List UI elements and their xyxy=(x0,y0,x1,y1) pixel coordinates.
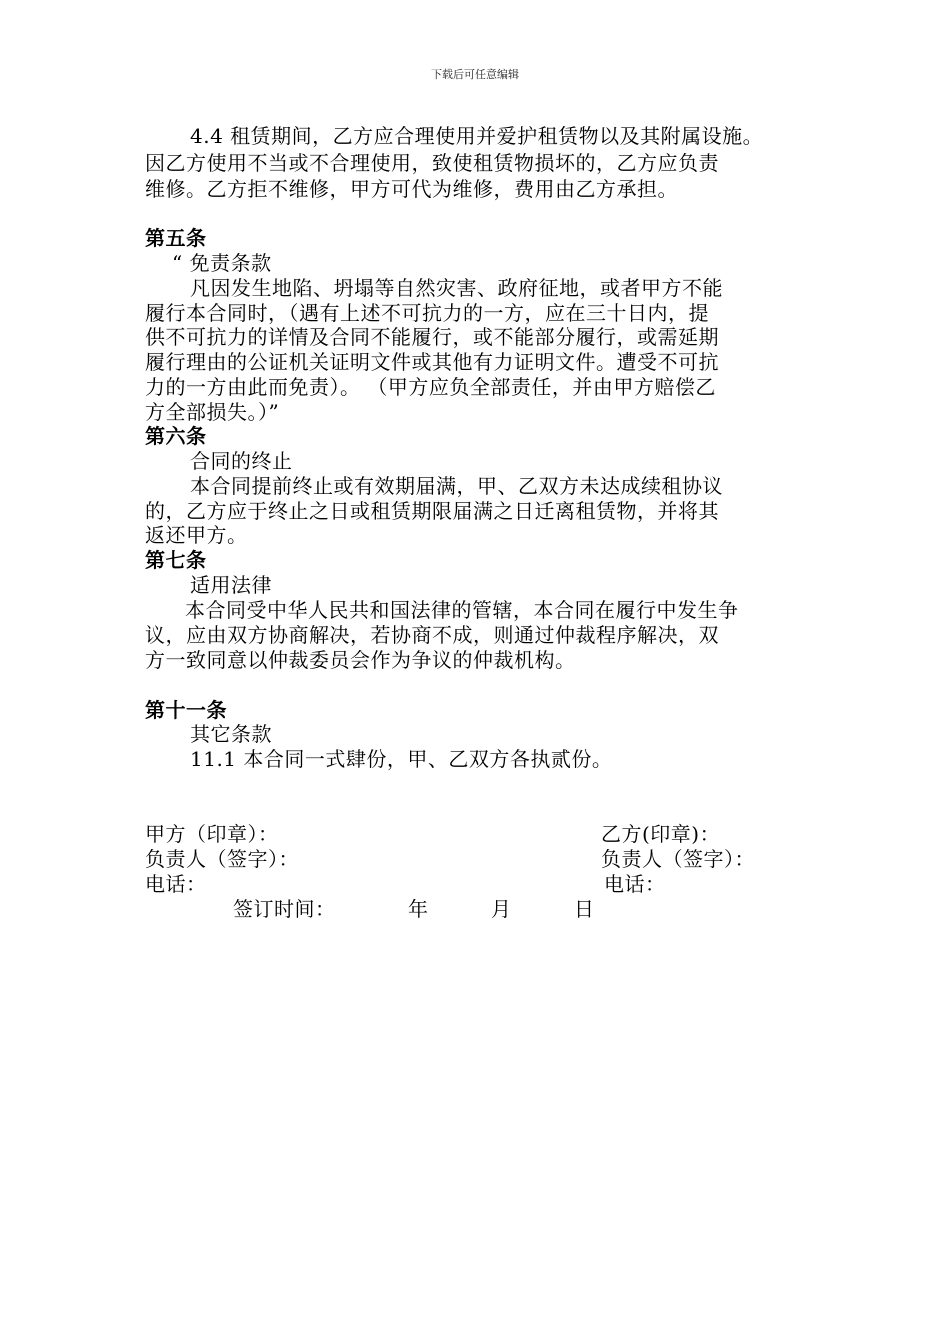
section-title: 适用法律 xyxy=(190,573,272,597)
section-heading: 第十一条 xyxy=(145,698,227,722)
party-a-seal-label: 甲方（印章）： xyxy=(145,822,279,846)
paragraph-line: 议，应由双方协商解决，若协商不成，则通过仲裁程序解决，双 xyxy=(145,623,719,647)
paragraph-line: 4.4 租赁期间，乙方应合理使用并爱护租赁物以及其附属设施。 xyxy=(190,124,764,148)
paragraph-line: 方全部损失。）” xyxy=(145,400,280,424)
paragraph-line: 维修。乙方拒不维修，甲方可代为维修，费用由乙方承担。 xyxy=(145,177,678,201)
section-heading: 第六条 xyxy=(145,424,207,448)
paragraph-line: 供不可抗力的详情及合同不能履行，或不能部分履行，或需延期 xyxy=(145,325,719,349)
section-title: 合同的终止 xyxy=(190,449,293,473)
paragraph-line: 履行理由的公证机关证明文件或其他有力证明文件。遭受不可抗 xyxy=(145,350,719,374)
paragraph-line: 力的一方由此而免责）。 （甲方应负全部责任，并由甲方赔偿乙 xyxy=(145,375,716,399)
sign-date-month: 月 xyxy=(491,897,512,921)
sign-date-year: 年 xyxy=(408,897,429,921)
paragraph-line: 方一致同意以仲裁委员会作为争议的仲裁机构。 xyxy=(145,648,576,672)
party-a-phone-label: 电话： xyxy=(145,872,207,896)
paragraph-line: 履行本合同时，（遇有上述不可抗力的一方，应在三十日内，提 xyxy=(145,301,709,325)
page-header: 下载后可任意编辑 xyxy=(431,68,519,81)
party-b-phone-label: 电话： xyxy=(604,872,666,896)
paragraph-line: 返还甲方。 xyxy=(145,523,248,547)
paragraph-line: 本合同提前终止或有效期届满，甲、乙双方未达成续租协议 xyxy=(190,474,723,498)
paragraph-line: 本合同受中华人民共和国法律的管辖，本合同在履行中发生争 xyxy=(185,598,739,622)
paragraph-line: 因乙方使用不当或不合理使用，致使租赁物损坏的，乙方应负责 xyxy=(145,151,719,175)
paragraph-line: 凡因发生地陷、坍塌等自然灾害、政府征地，或者甲方不能 xyxy=(190,276,723,300)
sign-date-day: 日 xyxy=(574,897,595,921)
party-b-seal-label: 乙方(印章)： xyxy=(601,822,721,846)
section-title: “ 免责条款 xyxy=(172,251,272,275)
section-title: 其它条款 xyxy=(190,722,272,746)
paragraph-line: 11.1 本合同一式肆份，甲、乙双方各执贰份。 xyxy=(190,747,613,771)
party-b-person-label: 负责人（签字）： xyxy=(601,847,755,871)
section-heading: 第五条 xyxy=(145,226,207,250)
paragraph-line: 的，乙方应于终止之日或租赁期限届满之日迁离租赁物，并将其 xyxy=(145,499,719,523)
section-heading: 第七条 xyxy=(145,548,207,572)
sign-date-label: 签订时间： xyxy=(233,897,336,921)
party-a-person-label: 负责人（签字）： xyxy=(145,847,299,871)
